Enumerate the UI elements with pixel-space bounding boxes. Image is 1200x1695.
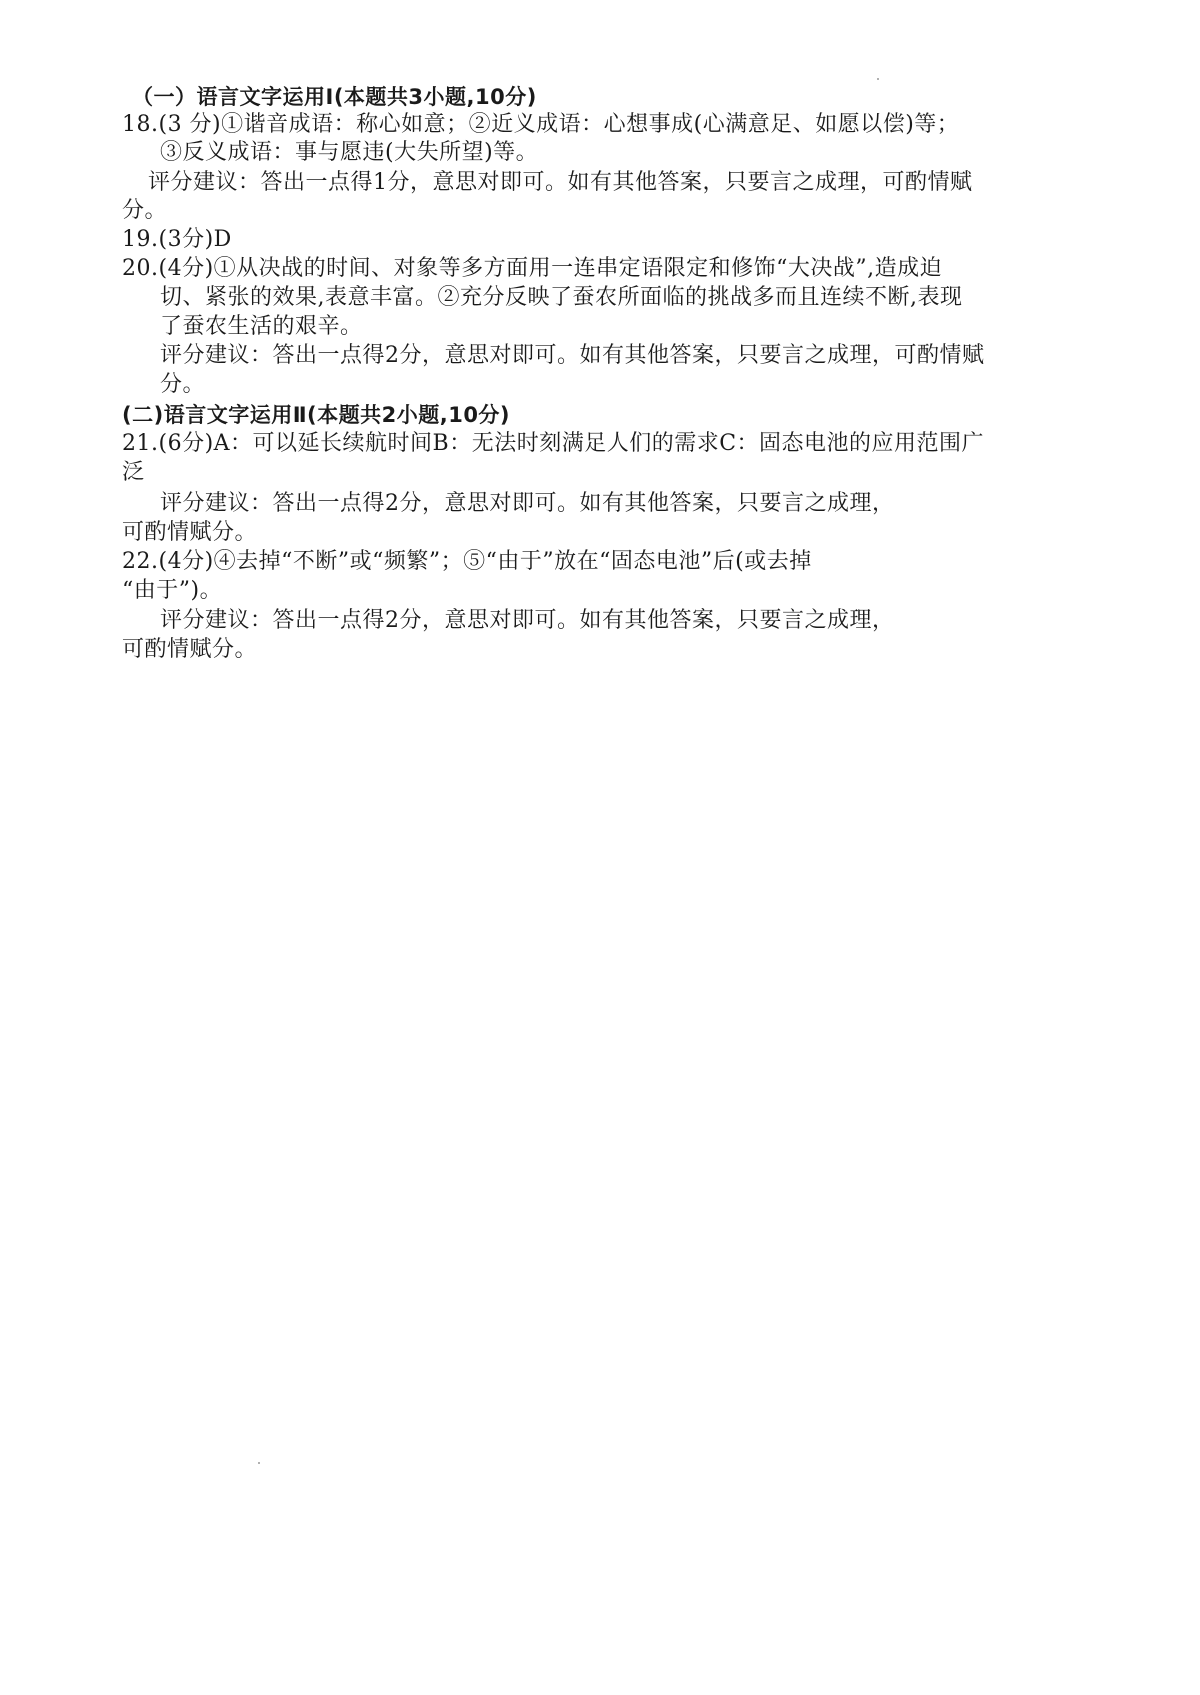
scan-speck [877,78,879,80]
q20-line3: 了蚕农生活的艰辛。 [160,314,363,339]
q18-line2: ③反义成语：事与愿违(大失所望)等。 [160,140,539,165]
q20-line1: 20.(4分)①从决战的时间、对象等多方面用一连串定语限定和修饰“大决战”,造成迫 [122,256,943,281]
section1-heading: （一）语言文字运用Ⅰ(本题共3小题,10分) [132,85,537,109]
q20-grading-line2: 分。 [160,372,206,397]
q22-line2: “由于”)。 [122,578,223,603]
q22-grading-line1: 评分建议：答出一点得2分，意思对即可。如有其他答案，只要言之成理， [160,608,895,633]
q21-grading-line1: 评分建议：答出一点得2分，意思对即可。如有其他答案，只要言之成理， [160,491,895,516]
q19-line1: 19.(3分)D [122,227,232,252]
q18-line1: 18.(3 分)①谐音成语：称心如意；②近义成语：心想事成(心满意足、如愿以偿)等； [122,112,960,137]
q21-line2: 泛 [122,460,145,485]
q22-line1: 22.(4分)④去掉“不断”或“频繁”；⑤“由于”放在“固态电池”后(或去掉 [122,549,812,574]
q20-grading-line1: 评分建议：答出一点得2分，意思对即可。如有其他答案，只要言之成理，可酌情赋 [160,343,985,368]
q21-grading-line2: 可酌情赋分。 [122,520,258,545]
q22-grading-line2: 可酌情赋分。 [122,637,258,662]
q21-line1: 21.(6分)A：可以延长续航时间B：无法时刻满足人们的需求C：固态电池的应用范围广 [122,431,985,456]
q18-grading-line2: 分。 [122,198,168,223]
q20-line2: 切、紧张的效果,表意丰富。②充分反映了蚕农所面临的挑战多而且连续不断,表现 [160,285,963,310]
section2-heading: (二)语言文字运用Ⅱ(本题共2小题,10分) [122,403,511,427]
q18-grading-line1: 评分建议：答出一点得1分，意思对即可。如有其他答案，只要言之成理，可酌情赋 [148,170,973,195]
scan-speck [258,1462,260,1464]
